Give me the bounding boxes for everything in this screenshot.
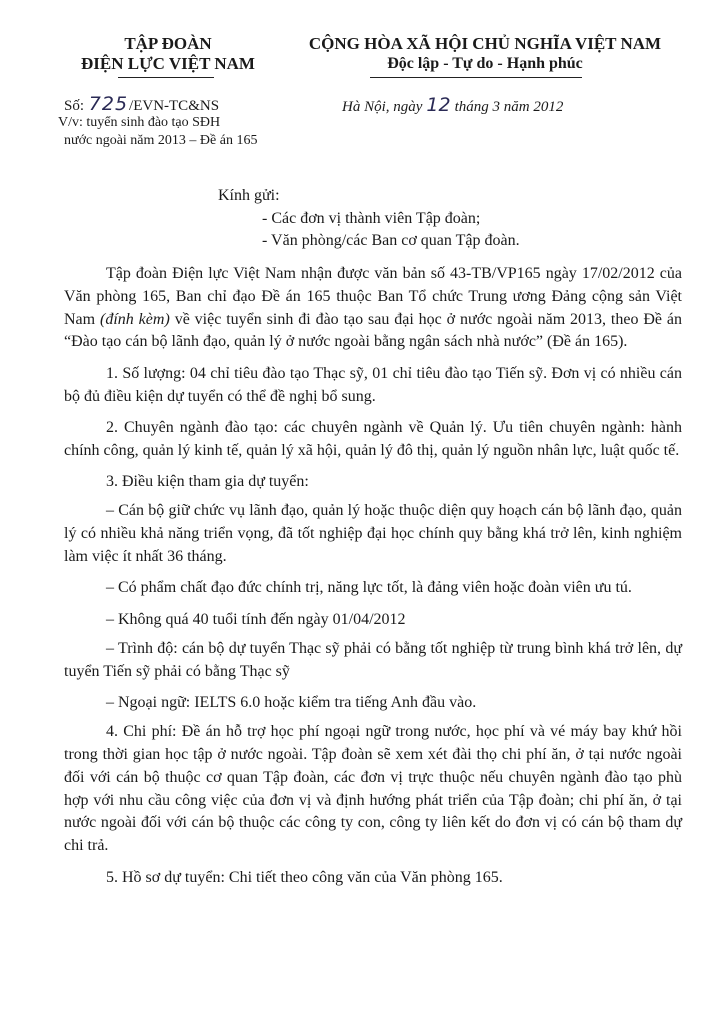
salutation: Kính gửi: (218, 187, 280, 204)
condition-age: – Không quá 40 tuổi tính đến ngày 01/04/2012 (106, 610, 406, 628)
item-dossier: 5. Hồ sơ dự tuyển: Chi tiết theo công văn của Văn phòng 165. (106, 868, 503, 886)
item-major: 2. Chuyên ngành đào tạo: các chuyên ngành về Quản lý. Ưu tiên chuyên ngành: hành chính công, quản lý kinh tế, quản lý xã hội, quản lý đô thị, quản lý nguồn nhân lực, luật quốc tế. (64, 418, 682, 459)
item-cost: 4. Chi phí: Đề án hỗ trợ học phí ngoại ngữ trong nước, học phí và vé máy bay khứ hồi trong thời gian học tập ở nước ngoài. Tập đoàn sẽ xem xét đài thọ chi phí ăn, ở tại nước ngoài đối với cán bộ thuộc cơ quan Tập đoàn, các đơn vị trực thuộc nếu chuyên ngành đào tạo phù hợp với nhu cầu công việc của đơn vị và định hướng phát triển của Tập đoàn; chi phí ăn, ở tại nước ngoài đối với cán bộ thuộc các công ty con, công ty liên kết do đơn vị có cán bộ tham dự chi trả. (64, 723, 682, 855)
item-quantity: 1. Số lượng: 04 chỉ tiêu đào tạo Thạc sỹ, 01 chỉ tiêu đào tạo Tiến sỹ. Đơn vị có nhiều cán bộ đủ điều kiện dự tuyển có thể đề nghị bổ sung. (64, 364, 682, 405)
issue-date (342, 94, 563, 116)
condition-language: – Ngoại ngữ: IELTS 6.0 hoặc kiểm tra tiếng Anh đầu vào. (106, 694, 477, 712)
national-motto: Độc lập - Tự do - Hạnh phúc (387, 55, 583, 72)
item-conditions: 3. Điều kiện tham gia dự tuyển: (106, 473, 309, 491)
date-day-handwritten: 12 (426, 94, 451, 116)
date-prefix: Hà Nội, ngày (342, 99, 423, 115)
document-number-prefix: Số: (64, 98, 85, 114)
intro-text: Tập đoàn Điện lực Việt Nam nhận được văn bản số 43-TB/VP165 ngày 17/02/2012 của Văn phòng 165, Ban chỉ đạo Đề án 165 thuộc Ban Tổ chức Trung ương Đảng cộng sản Việt Nam (64, 265, 682, 328)
intro-text-cont: về việc tuyển sinh đi đào tạo sau đại học ở nước ngoài năm 2013, theo Đề án “Đào tạo cán bộ lãnh đạo, quản lý ở nước ngoài bằng ngân sách nhà nước” (Đề án 165). (64, 310, 683, 351)
subject-line-1: V/v: tuyển sinh đào tạo SĐH (58, 115, 221, 130)
org-name-line2: ĐIỆN LỰC VIỆT NAM (81, 54, 255, 73)
condition-ethics: – Có phẩm chất đạo đức chính trị, năng lực tốt, là đảng viên hoặc đoàn viên ưu tú. (106, 579, 632, 597)
date-suffix: tháng 3 năm 2012 (454, 99, 564, 115)
recipient-item: - Các đơn vị thành viên Tập đoàn; (262, 210, 481, 227)
condition-position: – Cán bộ giữ chức vụ lãnh đạo, quản lý hoặc thuộc diện quy hoạch cán bộ lãnh đạo, quản lý có nhiều khả năng triển vọng, đã tốt nghiệp đại học chính quy bằng khá trở lên, kinh nghiệm làm việc ít nhất 36 tháng. (64, 502, 682, 565)
intro-paragraph (64, 263, 682, 354)
attachment-note: (đính kèm) (100, 310, 170, 328)
document-number-handwritten: 725 (88, 93, 129, 115)
document-number (64, 93, 219, 115)
subject-line-2: nước ngoài năm 2013 – Đề án 165 (64, 133, 258, 148)
document-number-suffix: /EVN-TC&NS (129, 98, 220, 114)
national-title: CỘNG HÒA XÃ HỘI CHỦ NGHĨA VIỆT NAM (308, 34, 662, 53)
recipient-item: - Văn phòng/các Ban cơ quan Tập đoàn. (262, 232, 520, 249)
document-body (64, 263, 682, 898)
org-underline (118, 77, 214, 78)
motto-underline (370, 77, 582, 78)
org-name-line1: TẬP ĐOÀN (124, 34, 212, 53)
condition-degree: – Trình độ: cán bộ dự tuyển Thạc sỹ phải có bằng tốt nghiệp từ trung bình khá trở lên, dự tuyển Tiến sỹ phải có bằng Thạc sỹ (64, 639, 682, 680)
